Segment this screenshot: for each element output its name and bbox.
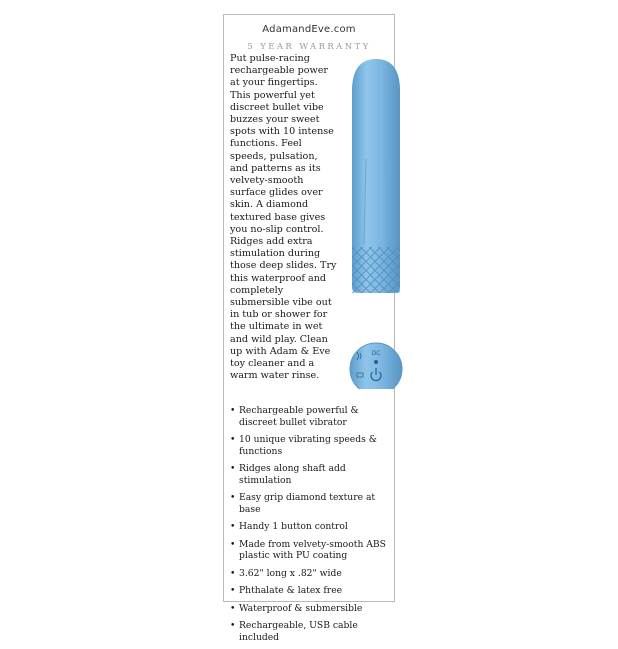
diamond-texture-base <box>352 247 400 293</box>
feature-item: • Made from velvety-smooth ABS plastic with PU coating <box>230 539 395 562</box>
feature-item: • Rechargeable, USB cable included <box>230 620 395 643</box>
package-back-panel <box>223 14 395 643</box>
product-description: Put pulse-racing rechargeable power at your fingertips. This powerful yet discreet bullet vibe buzzes your sweet spots with 10 intense functions. Feel speeds, pulsation, and patterns as its velvety-smooth surface glides over skin. A diamond textured base gives you no-slip control. Ridges add extra stimulation during those deep slides. Try this waterproof and completely submersible vibe out in tub or shower for the ultimate in wet and wild play. Clean up with Adam & Eve toy cleaner and a warm water rinse. <box>230 53 337 382</box>
feature-item: • 3.62" long x .82" wide <box>230 568 395 580</box>
feature-item: • Ridges along shaft add stimulation <box>230 463 395 486</box>
feature-item: • Waterproof & submersible <box>230 603 395 615</box>
dc-label: DC <box>371 350 381 357</box>
brand-website: AdamandEve.com <box>262 24 356 35</box>
feature-item: • Phthalate & latex free <box>230 585 395 597</box>
feature-item: • 10 unique vibrating speeds & functions <box>230 434 395 457</box>
feature-item: • Rechargeable powerful & discreet bullet vibrator <box>230 405 395 428</box>
warranty-label: 5 YEAR WARRANTY <box>247 42 371 52</box>
charge-port-icon <box>374 360 378 364</box>
feature-list <box>230 405 395 649</box>
feature-item: • Easy grip diamond texture at base <box>230 492 395 515</box>
feature-item: • Handy 1 button control <box>230 521 395 533</box>
bullet-vibrator-image <box>348 59 404 389</box>
